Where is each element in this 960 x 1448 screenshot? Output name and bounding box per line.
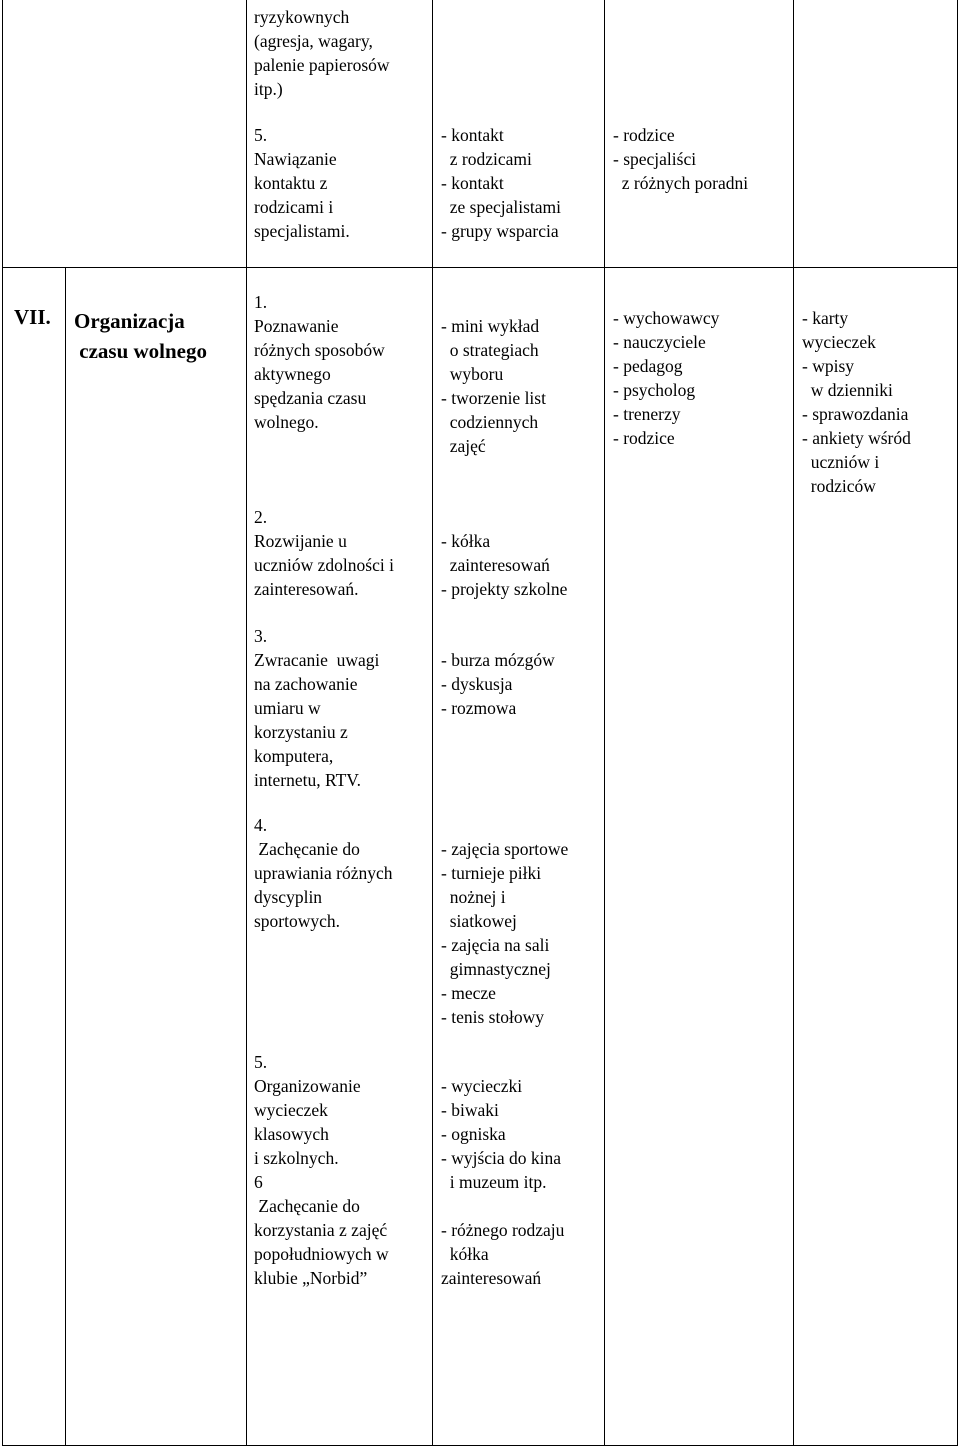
methods-2: - kółka zainteresowań - projekty szkolne: [441, 531, 568, 599]
task-5-6: 5. Organizowanie wycieczek klasowych i szkolnych. 6 Zachęcanie do korzystania z zajęć popołudniowych w klubie „Norbid”: [254, 1052, 389, 1288]
task-2: 2. Rozwijanie u uczniów zdolności i zainteresowań.: [254, 507, 394, 599]
table-bottom-border: [2, 1445, 958, 1446]
column-divider-4: [604, 0, 605, 1446]
persons-responsible: - wychowawcy - nauczyciele - pedagog - psycholog - trenerzy - rodzice: [613, 308, 720, 448]
methods-4: - zajęcia sportowe - turnieje piłki nożnej i siatkowej - zajęcia na sali gimnastycznej - mecze - tenis stołowy: [441, 839, 569, 1027]
methods-3: - burza mózgów - dyskusja - rozmowa: [441, 650, 555, 718]
methods-1: - mini wykład o strategiach wyboru - tworzenie list codziennych zajęć: [441, 316, 546, 456]
row-number: VII.: [14, 305, 51, 329]
column-divider-5: [793, 0, 794, 1446]
task-5-contact: 5. Nawiązanie kontaktu z rodzicami i specjalistami.: [254, 125, 350, 241]
column-divider-1: [65, 268, 66, 1446]
area-title: Organizacja czasu wolnego: [74, 309, 207, 363]
methods-contact: - kontakt z rodzicami - kontakt ze specjalistami - grupy wsparcia: [441, 125, 562, 241]
task-text-continued: ryzykownych (agresja, wagary, palenie papierosów itp.): [254, 7, 390, 99]
table-right-border: [957, 0, 958, 1446]
table-left-border: [2, 0, 3, 1446]
task-3: 3. Zwracanie uwagi na zachowanie umiaru w korzystaniu z komputera, internetu, RTV.: [254, 626, 380, 790]
task-1: 1. Poznawanie różnych sposobów aktywnego spędzania czasu wolnego.: [254, 292, 385, 432]
column-divider-3: [432, 0, 433, 1446]
task-4: 4. Zachęcanie do uprawiania różnych dyscyplin sportowych.: [254, 815, 393, 931]
persons-contact: - rodzice - specjaliści z różnych poradni: [613, 125, 749, 193]
column-divider-2: [246, 0, 247, 1446]
evaluation: - karty wycieczek - wpisy w dzienniki - sprawozdania - ankiety wśród uczniów i rodziców: [802, 308, 911, 496]
methods-5-6: - wycieczki - biwaki - ogniska - wyjścia do kina i muzeum itp. - różnego rodzaju kółka zainteresowań: [441, 1076, 565, 1288]
row-divider: [2, 267, 958, 268]
